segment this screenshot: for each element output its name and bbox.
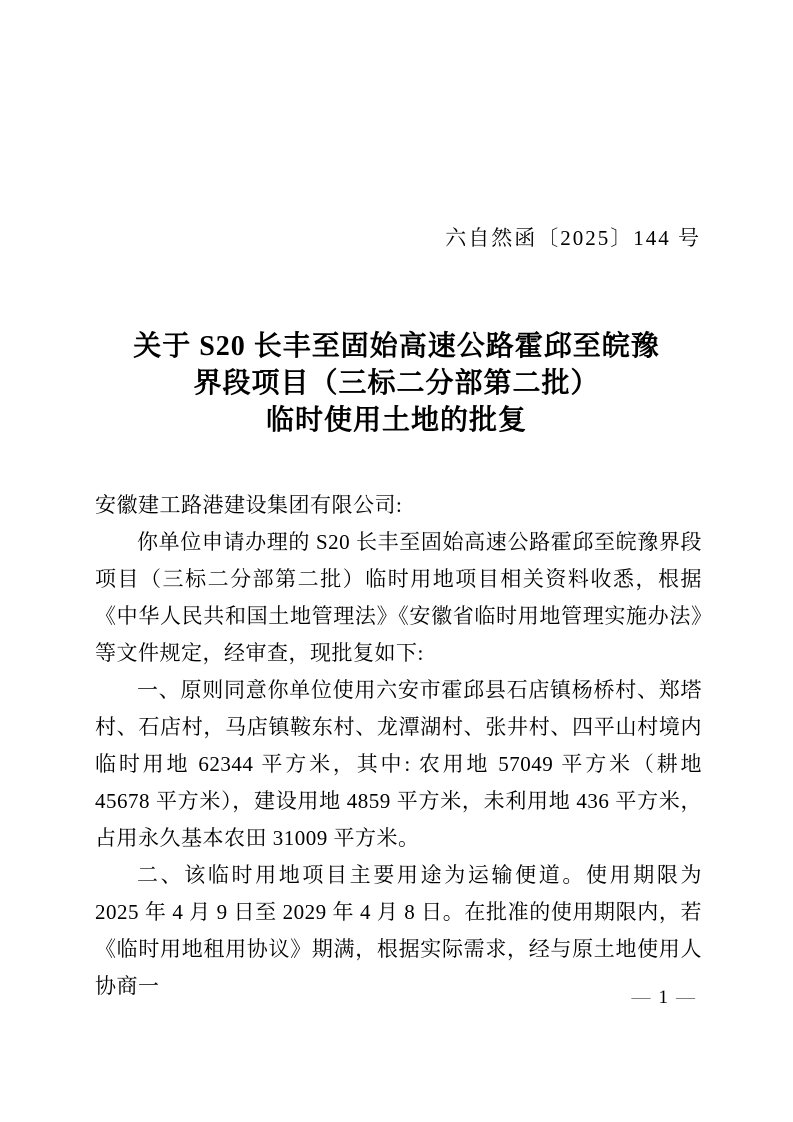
document-title	[70, 328, 723, 439]
page-number-value: 1	[658, 987, 670, 1008]
page-number	[632, 986, 698, 1010]
document-title-line-2: 界段项目（三标二分部第二批）	[193, 368, 600, 399]
page-number-right-dash: —	[676, 987, 697, 1008]
salutation: 安徽建工路港建设集团有限公司:	[95, 493, 403, 517]
paragraph-intro: 你单位申请办理的 S20 长丰至固始高速公路霍邱至皖豫界段项目（三标二分部第二批）临时用地项目相关资料收悉，根据《中华人民共和国土地管理法》《安徽省临时用地管理实施办法》等文件规定，经审查，现批复如下:	[95, 530, 702, 665]
paragraph-item-1: 一、原则同意你单位使用六安市霍邱县石店镇杨桥村、郑塔村、石店村，马店镇鞍东村、龙潭湖村、张井村、四平山村境内临时用地 62344 平方米，其中: 农用地 57049 平方米（耕地 45678 平方米），建设用地 4859 平方米，未利用地 436 平方米，占用永久基本农田 31009 平方米。	[95, 678, 702, 850]
document-title-line-3: 临时使用土地的批复	[265, 405, 527, 436]
page-number-left-dash: —	[631, 987, 653, 1008]
paragraph-item-2: 二、该临时用地项目主要用途为运输便道。使用期限为 2025 年 4 月 9 日至 2029 年 4 月 8 日。在批准的使用期限内，若《临时用地租用协议》期满，根据实际需求，经与原土地使用人协商一	[95, 863, 702, 998]
document-body	[95, 487, 702, 1005]
document-reference-number: 六自然函〔2025〕144 号	[445, 226, 701, 250]
document-title-line-1: 关于 S20 长丰至固始高速公路霍邱至皖豫	[133, 331, 660, 362]
